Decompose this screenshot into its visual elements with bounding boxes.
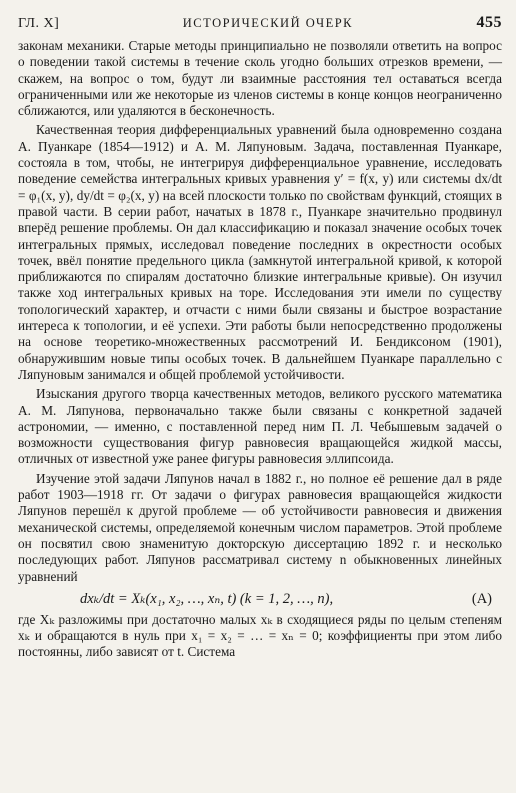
equation-tag: (A): [471, 590, 492, 607]
running-header: [18, 14, 502, 32]
paragraph-lyapunov-figures: Изыскания другого творца качественных методов, великого русского математика А. М. Ляпунова, первоначально также были связаны с конкретной задачей астрономии, — именно, с поставленной перед ним П. Л. Чебышевым задачей о возможности существования фигур равновесия вращающейся жидкой массы, отличных от известной уже ранее фигуры равновесия эллипсоида.: [18, 386, 502, 467]
equation-A: [18, 591, 502, 608]
paragraph-system-description: где Xₖ разложимы при достаточно малых xₖ в сходящиеся ряды по целым степеням xₖ и обращаются в нуль при x₁ = x₂ = … = xₙ = 0; коэффициенты при этом либо постоянны, либо зависят от t. Система: [18, 611, 502, 660]
paragraph-poincare: Качественная теория дифференциальных уравнений была одновременно создана А. Пуанкаре (1854—1912) и А. М. Ляпуновым. Задача, поставленная Пуанкаре, состояла в том, чтобы, не интегрируя дифференциальное уравнение, исследовать поведение семейства интегральных кривых уравнения y′ = f(x, y) или системы dx/dt = φ₁(x, y), dy/dt = φ₂(x, y) на всей плоскости только по свойствам функций, стоящих в правой части. В серии работ, начатых в 1878 г., Пуанкаре значительно продвинул вперёд решение проблемы. Он дал классификацию и показал значение особых точек интегральных прямых, исследовал поведение последних в окрестности особых точек, ввёл понятие предельного цикла (замкнутой интегральной кривой, к которой приближаются по спиралям достаточно близкие интегральные кривые). Он изучил также ход интегральных кривых на торе. Исследования эти имели по существу топологический характер, и отчасти с ними были связаны и быстрое возрастание интереса к топологии, и её успехи. Эти работы были непосредственно продолжены на основе теоретико-множественных рассмотрений И. Бендиксоном (1901), обнаружившим новые типы особых точек. В дальнейшем Пуанкаре параллельно с Ляпуновым занимался и общей проблемой устойчивости.: [18, 122, 502, 382]
running-title: ИСТОРИЧЕСКИЙ ОЧЕРК: [182, 16, 354, 30]
paragraph-lyapunov-stability: Изучение этой задачи Ляпунов начал в 1882 г., но полное её решение дал в ряде работ 1903—1918 гг. От задачи о фигурах равновесия вращающейся жидкости Ляпунов перешёл к другой проблеме — об устойчивости равновесия и движения механической системы, определяемой конечным числом параметров. Этой проблеме он посвятил свою знаменитую докторскую диссертацию 1892 г. и несколько последующих работ. Ляпунов рассматривал систему n обыкновенных линейных уравнений: [18, 470, 502, 584]
chapter-label: ГЛ. X]: [18, 16, 60, 31]
paragraph-continuation: законам механики. Старые методы принципиально не позволяли ответить на вопрос о поведении такой системы в течение сколь угодно больших отрезков времени, — скажем, на вопрос о том, будут ли взаимные расстояния тел оставаться всегда ограниченными или же некоторые из членов системы в конце концов неограниченно сближаются, или удаляются в бесконечность.: [18, 38, 502, 119]
equation-body: dxₖ/dt = Xₖ(x₁, x₂, …, xₙ, t) (k = 1, 2, …, n),: [80, 590, 334, 607]
page-number: 455: [476, 14, 502, 31]
